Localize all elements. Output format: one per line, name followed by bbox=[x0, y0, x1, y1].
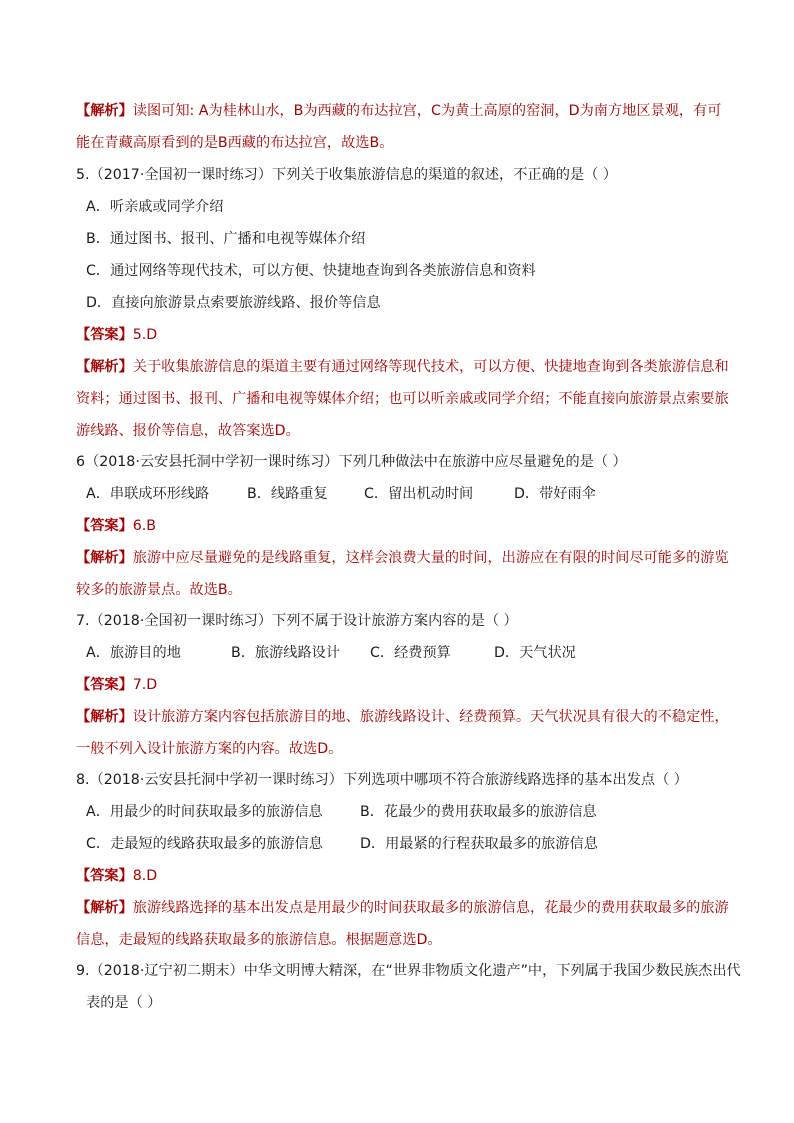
answer-tag: 【答案】 bbox=[76, 868, 133, 884]
analysis-line bbox=[76, 707, 729, 727]
analysis-line bbox=[76, 548, 729, 568]
option-a: A．听亲戚或同学介绍 bbox=[86, 199, 224, 215]
option-b: B．线路重复 bbox=[247, 486, 328, 502]
analysis-line bbox=[76, 357, 729, 377]
analysis-text: 旅游中应尽量避免的是线路重复，这样会浪费大量的时间，出游应在有限的时间尽可能多的游览 bbox=[132, 550, 729, 566]
analysis-text: 关于收集旅游信息的渠道主要有通过网络等现代技术，可以方便、快捷地查询到各类旅游信息和 bbox=[132, 359, 729, 375]
answer-line bbox=[76, 325, 157, 345]
question-stem: 5.（2017·全国初一课时练习）下列关于收集旅游信息的渠道的叙述，不正确的是（ ） bbox=[76, 167, 618, 183]
option-c: C．经费预算 bbox=[370, 645, 451, 661]
question-stem: 6（2018·云安县托洞中学初一课时练习）下列几种做法中在旅游中应尽量避免的是（ ） bbox=[76, 454, 627, 470]
answer-tag: 【答案】 bbox=[76, 327, 133, 343]
answer-value: 8.D bbox=[132, 868, 158, 884]
option-c: C．走最短的线路获取最多的旅游信息 bbox=[86, 836, 323, 852]
analysis-tag: 【解析】 bbox=[76, 709, 133, 725]
option-d: D．直接向旅游景点索要旅游线路、报价等信息 bbox=[86, 295, 381, 311]
answer-value: 6.B bbox=[132, 518, 157, 534]
analysis-tag: 【解析】 bbox=[76, 900, 133, 916]
option-d: D．用最紧的行程获取最多的旅游信息 bbox=[360, 836, 598, 852]
option-a: A．串联成环形线路 bbox=[86, 486, 210, 502]
option-c: C．留出机动时间 bbox=[364, 486, 474, 502]
question-stem-cont: 表的是（ ） bbox=[86, 995, 162, 1011]
analysis-text: 设计旅游方案内容包括旅游目的地、旅游线路设计、经费预算。天气状况具有很大的不稳定性， bbox=[132, 709, 729, 725]
analysis-text-cont: 较多的旅游景点。故选B。 bbox=[76, 582, 242, 598]
option-c: C．通过网络等现代技术，可以方便、快捷地查询到各类旅游信息和资料 bbox=[86, 263, 536, 279]
analysis-tag: 【解析】 bbox=[76, 550, 133, 566]
analysis-text-cont: 信息，走最短的线路获取最多的旅游信息。根据题意选D。 bbox=[76, 932, 442, 948]
analysis-tag: 【解析】 bbox=[76, 103, 133, 119]
answer-tag: 【答案】 bbox=[76, 518, 133, 534]
option-d: D．天气状况 bbox=[494, 645, 576, 661]
option-a: A．用最少的时间获取最多的旅游信息 bbox=[86, 804, 323, 820]
answer-tag: 【答案】 bbox=[76, 677, 133, 693]
analysis-tag: 【解析】 bbox=[76, 359, 133, 375]
analysis-text-cont: 能在青藏高原看到的是B西藏的布达拉宫，故选B。 bbox=[76, 135, 394, 151]
answer-line bbox=[76, 516, 156, 536]
option-d: D．带好雨伞 bbox=[514, 486, 596, 502]
question-stem: 7.（2018·全国初一课时练习）下列不属于设计旅游方案内容的是（ ） bbox=[76, 613, 518, 629]
option-a: A．旅游目的地 bbox=[86, 645, 181, 661]
answer-line bbox=[76, 866, 157, 886]
analysis-line bbox=[76, 898, 729, 918]
analysis-text: 读图可知: A为桂林山水，B为西藏的布达拉宫，C为黄土高原的窑洞，D为南方地区景观，有可 bbox=[132, 103, 722, 119]
answer-value: 5.D bbox=[132, 327, 158, 343]
option-b: B．通过图书、报刊、广播和电视等媒体介绍 bbox=[86, 231, 366, 247]
answer-line bbox=[76, 675, 157, 695]
answer-value: 7.D bbox=[132, 677, 158, 693]
option-b: B．旅游线路设计 bbox=[231, 645, 341, 661]
question-stem: 8.（2018·云安县托洞中学初一课时练习）下列选项中哪项不符合旅游线路选择的基本出发点（ ） bbox=[76, 772, 688, 788]
analysis-text-cont: 资料；通过图书、报刊、广播和电视等媒体介绍；也可以听亲戚或同学介绍；不能直接向旅游景点索要旅 bbox=[76, 391, 729, 407]
analysis-line bbox=[76, 101, 721, 121]
analysis-text-cont: 游线路、报价等信息，故答案选D。 bbox=[76, 423, 300, 439]
question-stem: 9.（2018·辽宁初二期末）中华文明博大精深，在“世界非物质文化遗产”中，下列属于我国少数民族杰出代 bbox=[76, 963, 741, 979]
analysis-text: 旅游线路选择的基本出发点是用最少的时间获取最多的旅游信息，花最少的费用获取最多的旅游 bbox=[132, 900, 729, 916]
option-b: B．花最少的费用获取最多的旅游信息 bbox=[360, 804, 597, 820]
analysis-text-cont: 一般不列入设计旅游方案的内容。故选D。 bbox=[76, 741, 343, 757]
